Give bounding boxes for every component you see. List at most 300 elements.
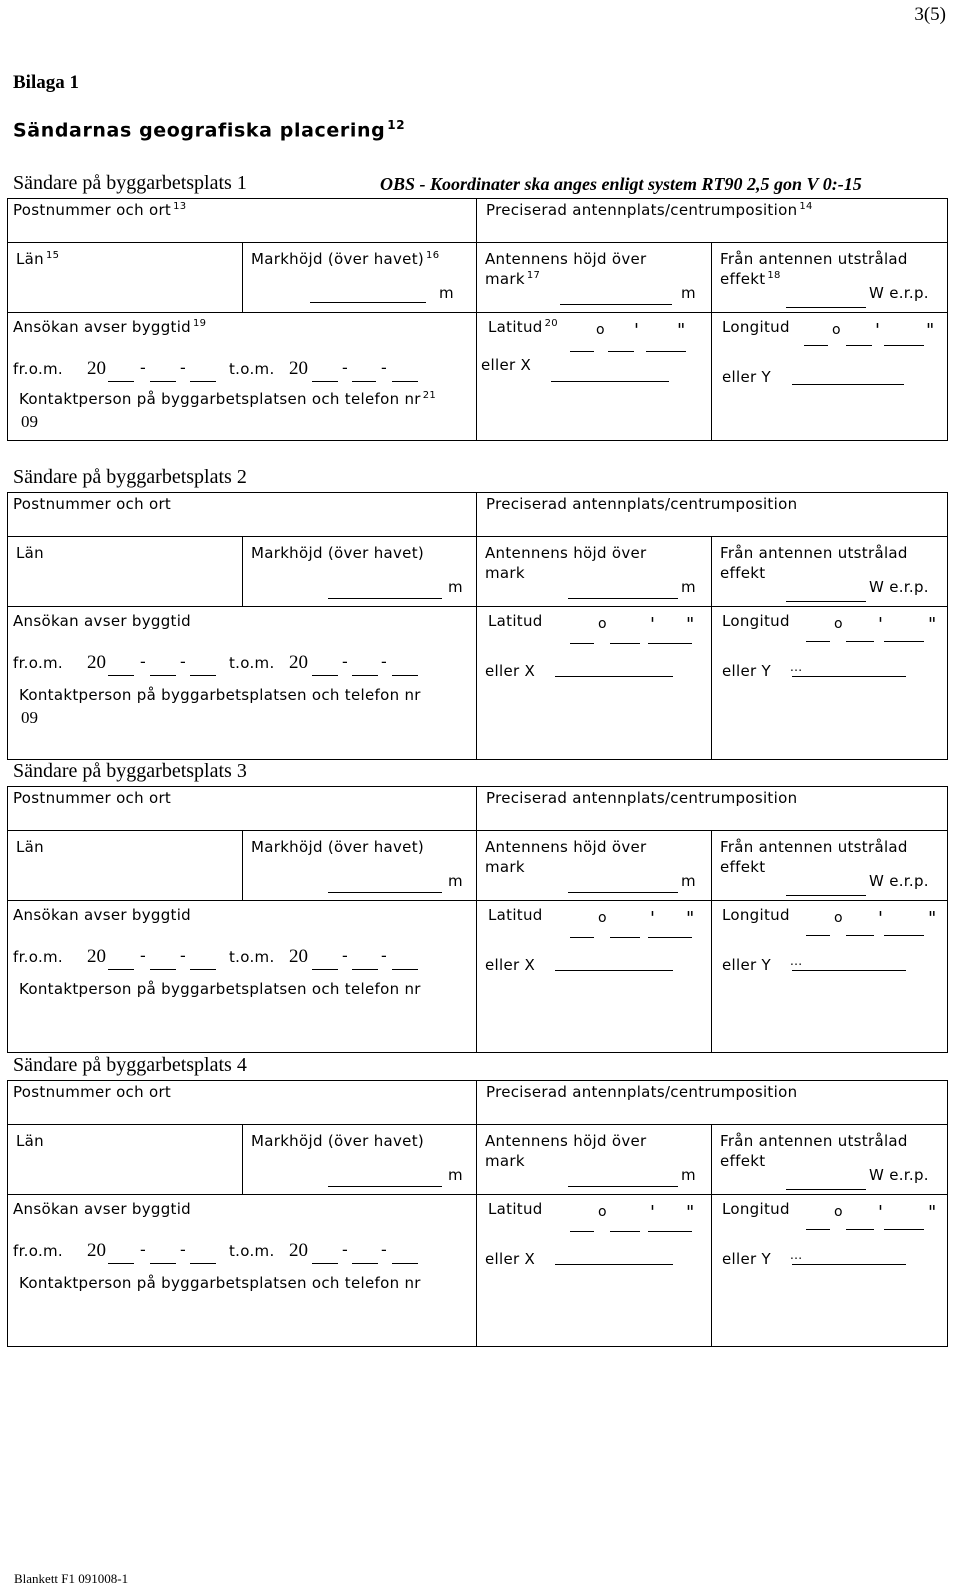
site-4-effekt-field[interactable] xyxy=(788,1170,864,1190)
site-1-tom-year-field[interactable] xyxy=(312,362,338,380)
site-1-effekt-unit: W e.r.p. xyxy=(869,284,929,302)
second-icon: " xyxy=(926,320,935,341)
site-1-antenn-unit: m xyxy=(681,284,696,302)
site-2-title: Sändare på byggarbetsplats 2 xyxy=(13,466,247,488)
site-2-coord-underline xyxy=(610,643,640,644)
site-4-date-underline xyxy=(352,1263,378,1264)
site-2-y-underline xyxy=(792,676,906,677)
site-1-eller-y-label: eller Y xyxy=(722,368,771,386)
site-3-coord-underline xyxy=(570,937,594,938)
site-4-date-underline xyxy=(190,1263,216,1264)
site-4-postnummer-label: Postnummer och ort xyxy=(13,1083,172,1101)
site-4-antenn-label-2: mark xyxy=(485,1152,525,1170)
site-1-date-underline xyxy=(108,381,134,382)
site-2-x-field[interactable] xyxy=(555,658,671,676)
site-1-dash: - xyxy=(381,358,387,378)
minute-icon: ' xyxy=(634,320,639,341)
site-2-longitud-label: Longitud xyxy=(722,612,790,630)
site-1-lat-deg-field[interactable] xyxy=(570,334,594,350)
site-3-markhojd-field[interactable] xyxy=(330,872,440,892)
site-3-longitud-label: Longitud xyxy=(722,906,790,924)
site-2-latitud-label: Latitud xyxy=(488,612,543,630)
site-4-y-ellipsis: ... xyxy=(790,1248,803,1262)
second-icon: " xyxy=(686,614,695,635)
site-3-latitud-label: Latitud xyxy=(488,906,543,924)
site-3-postnummer-label: Postnummer och ort xyxy=(13,789,172,807)
site-3-dash: - xyxy=(140,946,146,966)
site-1-markhojd-label: Markhöjd (över havet) $^{16}$ xyxy=(251,250,440,268)
site-1-y-underline xyxy=(792,384,904,385)
site-1-date-underline xyxy=(352,381,376,382)
site-4-preciserad-label: Preciserad antennplats/centrumposition xyxy=(486,1083,798,1101)
site-2-tom-day-field[interactable] xyxy=(392,656,418,674)
site-1-date-underline xyxy=(312,381,338,382)
site-1-longitud-label: Longitud xyxy=(722,318,790,336)
site-3-coord-underline xyxy=(846,935,874,936)
site-4-divider xyxy=(711,1124,712,1346)
site-4-lat-deg-field[interactable] xyxy=(570,1214,594,1230)
site-1-title: Sändare på byggarbetsplats 1 xyxy=(13,172,247,194)
site-4-x-underline xyxy=(555,1264,673,1265)
site-4-coord-underline xyxy=(846,1229,874,1230)
site-3-date-underline xyxy=(150,969,176,970)
site-3-x-field[interactable] xyxy=(555,952,671,970)
site-1-lon-sec-field[interactable] xyxy=(884,328,924,344)
site-4-from-day-field[interactable] xyxy=(190,1244,216,1262)
site-1-divider xyxy=(476,198,477,243)
site-3-coord-underline xyxy=(806,935,830,936)
site-1-postnummer-label: Postnummer och ort $^{13}$ xyxy=(13,201,187,219)
site-3-eller-x-label: eller X xyxy=(485,956,536,974)
site-2-preciserad-label: Preciserad antennplats/centrumposition xyxy=(486,495,798,513)
site-1-divider xyxy=(711,242,712,440)
site-1-phone-prefix: 09 xyxy=(21,412,38,431)
site-2-kontakt-field[interactable] xyxy=(44,710,464,728)
site-1-coord-underline xyxy=(884,345,924,346)
site-3-lat-deg-field[interactable] xyxy=(570,920,594,936)
site-4-tom-month-field[interactable] xyxy=(352,1244,378,1262)
site-3-y-field[interactable] xyxy=(792,952,904,970)
site-1-divider xyxy=(242,242,243,313)
site-2-dash: - xyxy=(381,652,387,672)
site-3-y-underline xyxy=(792,970,906,971)
site-1-date-underline xyxy=(190,381,216,382)
site-2-eller-x-label: eller X xyxy=(485,662,536,680)
site-3-coord-underline xyxy=(884,935,924,936)
site-1-from-year-prefix: 20 xyxy=(87,358,106,379)
site-1-eller-x-label: eller X xyxy=(481,356,532,374)
site-1-kontakt-label: Kontaktperson på byggarbetsplatsen och telefon nr $^{21}$ xyxy=(19,390,437,408)
site-1-markhojd-field[interactable] xyxy=(312,282,424,302)
site-2-coord-underline xyxy=(648,643,692,644)
site-2-date-underline xyxy=(150,675,176,676)
site-2-x-underline xyxy=(555,676,673,677)
site-1-lon-deg-field[interactable] xyxy=(804,328,828,344)
site-3-from-year-field[interactable] xyxy=(108,950,134,968)
site-4-eller-y-label: eller Y xyxy=(722,1250,771,1268)
site-3-effekt-field[interactable] xyxy=(788,876,864,896)
minute-icon: ' xyxy=(650,614,655,635)
site-2-antenn-field[interactable] xyxy=(570,578,676,598)
site-3-tom-day-field[interactable] xyxy=(392,950,418,968)
site-2-date-underline xyxy=(108,675,134,676)
site-3-tom-year-field[interactable] xyxy=(312,950,338,968)
site-4-ansokan-label: Ansökan avser byggtid xyxy=(13,1200,192,1218)
site-3-coord-underline xyxy=(610,937,640,938)
site-2-lat-min-field[interactable] xyxy=(610,626,640,642)
site-2-divider xyxy=(711,536,712,759)
site-2-date-underline xyxy=(392,675,418,676)
site-4-dash: - xyxy=(342,1240,348,1260)
site-4-divider xyxy=(242,1124,243,1194)
site-4-coord-underline xyxy=(884,1229,924,1230)
site-2-divider xyxy=(476,536,477,759)
site-3-x-underline xyxy=(555,970,673,971)
site-4-divider xyxy=(7,1194,948,1195)
site-4-lon-min-field[interactable] xyxy=(846,1212,874,1228)
site-2-lan-label: Län xyxy=(16,544,44,562)
site-4-longitud-label: Longitud xyxy=(722,1200,790,1218)
site-4-effekt-label: Från antennen utstrålad xyxy=(720,1132,908,1150)
appendix-title: Bilaga 1 xyxy=(13,72,79,93)
site-4-coord-underline xyxy=(648,1231,692,1232)
site-1-tom-month-field[interactable] xyxy=(352,362,376,380)
site-3-effekt-unit: W e.r.p. xyxy=(869,872,929,890)
site-2-divider xyxy=(7,536,948,537)
site-1-coord-underline xyxy=(608,351,634,352)
site-4-lon-deg-field[interactable] xyxy=(806,1212,830,1228)
site-3-divider xyxy=(7,830,948,831)
site-2-dash: - xyxy=(140,652,146,672)
site-1-ansokan-label: Ansökan avser byggtid $^{19}$ xyxy=(13,318,207,336)
site-1-dash: - xyxy=(342,358,348,378)
site-1-antenn-label-2: mark $^{17}$ xyxy=(485,270,541,288)
site-1-coord-underline xyxy=(804,345,828,346)
site-3-eller-y-label: eller Y xyxy=(722,956,771,974)
site-3-effekt-underline xyxy=(786,895,866,896)
site-1-effekt-label: Från antennen utstrålad xyxy=(720,250,908,268)
site-4-date-underline xyxy=(150,1263,176,1264)
site-1-from-day-field[interactable] xyxy=(190,362,216,380)
degree-icon: o xyxy=(832,322,841,338)
site-4-divider xyxy=(476,1080,477,1125)
site-1-dash: - xyxy=(140,358,146,378)
site-2-antenn-label-2: mark xyxy=(485,564,525,582)
site-4-tom-day-field[interactable] xyxy=(392,1244,418,1262)
site-3-markhojd-label: Markhöjd (över havet) xyxy=(251,838,425,856)
site-2-coord-underline xyxy=(806,641,830,642)
site-3-divider xyxy=(711,830,712,1052)
site-3-dash: - xyxy=(381,946,387,966)
site-3-markhojd-underline xyxy=(328,892,442,893)
second-icon: " xyxy=(686,1202,695,1223)
site-4-from-year-prefix: 20 xyxy=(87,1240,106,1261)
site-1-divider xyxy=(7,312,948,313)
site-4-title: Sändare på byggarbetsplats 4 xyxy=(13,1054,247,1076)
site-4-lat-sec-field[interactable] xyxy=(648,1214,692,1230)
site-2-ansokan-label: Ansökan avser byggtid xyxy=(13,612,192,630)
site-4-markhojd-unit: m xyxy=(448,1166,463,1184)
site-3-tom-month-field[interactable] xyxy=(352,950,378,968)
site-1-kontakt-field[interactable] xyxy=(44,414,464,432)
site-1-markhojd-underline xyxy=(310,302,426,303)
site-3-lan-field[interactable] xyxy=(16,863,236,885)
site-2-y-field[interactable] xyxy=(792,658,904,676)
site-4-coord-underline xyxy=(570,1231,594,1232)
site-1-coord-underline xyxy=(846,345,872,346)
site-2-date-underline xyxy=(352,675,378,676)
site-1-from-label: fr.o.m. xyxy=(13,360,64,378)
site-1-markhojd-unit: m xyxy=(439,284,454,302)
site-2-effekt-label: Från antennen utstrålad xyxy=(720,544,908,562)
site-2-from-year-prefix: 20 xyxy=(87,652,106,673)
page-number: 3(5) xyxy=(914,4,946,25)
site-3-from-label: fr.o.m. xyxy=(13,948,64,966)
site-1-divider xyxy=(7,242,948,243)
main-heading-text: Sändarnas geografiska placering xyxy=(13,119,386,142)
site-2-from-year-field[interactable] xyxy=(108,656,134,674)
site-3-antenn-unit: m xyxy=(681,872,696,890)
site-3-lon-sec-field[interactable] xyxy=(884,918,924,934)
site-3-date-underline xyxy=(108,969,134,970)
site-3-dash: - xyxy=(342,946,348,966)
main-heading xyxy=(13,118,405,141)
site-4-date-underline xyxy=(108,1263,134,1264)
second-icon: " xyxy=(928,908,937,929)
site-1-lat-min-field[interactable] xyxy=(608,334,634,350)
site-2-markhojd-underline xyxy=(328,598,442,599)
site-1-tom-day-field[interactable] xyxy=(392,362,418,380)
site-2-tom-month-field[interactable] xyxy=(352,656,378,674)
site-3-from-day-field[interactable] xyxy=(190,950,216,968)
second-icon: " xyxy=(686,908,695,929)
site-4-tom-year-field[interactable] xyxy=(312,1244,338,1262)
site-3-date-underline xyxy=(392,969,418,970)
site-2-date-underline xyxy=(312,675,338,676)
site-4-divider xyxy=(7,1124,948,1125)
site-4-lon-sec-field[interactable] xyxy=(884,1212,924,1228)
site-3-tom-label: t.o.m. xyxy=(229,948,275,966)
site-3-antenn-label: Antennens höjd över xyxy=(485,838,647,856)
site-4-markhojd-field[interactable] xyxy=(330,1166,440,1186)
site-3-kontakt-label: Kontaktperson på byggarbetsplatsen och telefon nr xyxy=(19,980,421,998)
site-2-markhojd-label: Markhöjd (över havet) xyxy=(251,544,425,562)
site-4-antenn-field[interactable] xyxy=(570,1166,676,1186)
site-1-tom-label: t.o.m. xyxy=(229,360,275,378)
site-4-dash: - xyxy=(381,1240,387,1260)
site-2-from-month-field[interactable] xyxy=(150,656,176,674)
minute-icon: ' xyxy=(878,614,883,635)
site-2-coord-underline xyxy=(846,641,874,642)
degree-icon: o xyxy=(598,616,607,632)
site-2-markhojd-unit: m xyxy=(448,578,463,596)
site-2-effekt-label-2: effekt xyxy=(720,564,766,582)
site-1-tom-year-prefix: 20 xyxy=(289,358,308,379)
site-4-dash: - xyxy=(180,1240,186,1260)
site-4-coord-underline xyxy=(610,1231,640,1232)
site-3-dash: - xyxy=(180,946,186,966)
site-4-date-underline xyxy=(392,1263,418,1264)
site-2-lan-field[interactable] xyxy=(16,569,236,591)
site-4-from-year-field[interactable] xyxy=(108,1244,134,1262)
site-2-coord-underline xyxy=(570,643,594,644)
site-1-coord-underline xyxy=(570,351,594,352)
site-3-tom-year-prefix: 20 xyxy=(289,946,308,967)
site-4-y-underline xyxy=(792,1264,906,1265)
site-3-preciserad-label: Preciserad antennplats/centrumposition xyxy=(486,789,798,807)
site-3-date-underline xyxy=(352,969,378,970)
site-2-phone-prefix: 09 xyxy=(21,708,38,727)
site-1-lat-sec-field[interactable] xyxy=(646,334,686,350)
site-1-divider xyxy=(476,242,477,440)
site-4-y-field[interactable] xyxy=(792,1246,904,1264)
site-2-antenn-label: Antennens höjd över xyxy=(485,544,647,562)
site-4-latitud-label: Latitud xyxy=(488,1200,543,1218)
site-1-effekt-field[interactable] xyxy=(788,288,864,308)
site-2-effekt-unit: W e.r.p. xyxy=(869,578,929,596)
minute-icon: ' xyxy=(650,1202,655,1223)
site-2-dash: - xyxy=(180,652,186,672)
site-3-date-underline xyxy=(190,969,216,970)
site-3-divider xyxy=(476,786,477,831)
site-4-coord-underline xyxy=(806,1229,830,1230)
site-1-latitud-label: Latitud $^{20}$ xyxy=(488,318,558,336)
site-4-lat-min-field[interactable] xyxy=(610,1214,640,1230)
site-3-date-underline xyxy=(312,969,338,970)
degree-icon: o xyxy=(834,616,843,632)
site-2-antenn-unit: m xyxy=(681,578,696,596)
site-4-x-field[interactable] xyxy=(555,1246,671,1264)
degree-icon: o xyxy=(598,910,607,926)
site-3-title: Sändare på byggarbetsplats 3 xyxy=(13,760,247,782)
site-1-antenn-label: Antennens höjd över xyxy=(485,250,647,268)
site-4-divider xyxy=(476,1124,477,1346)
site-1-antenn-underline xyxy=(560,304,672,305)
site-2-divider xyxy=(7,606,948,607)
site-4-effekt-underline xyxy=(786,1189,866,1190)
site-1-lan-label: Län $^{15}$ xyxy=(16,250,60,268)
footer-form-id: Blankett F1 091008-1 xyxy=(14,1571,129,1586)
site-1-x-underline xyxy=(551,381,669,382)
site-3-lat-min-field[interactable] xyxy=(610,920,640,936)
site-3-divider xyxy=(476,830,477,1052)
site-2-postnummer-label: Postnummer och ort xyxy=(13,495,172,513)
site-2-divider xyxy=(242,536,243,606)
site-2-lon-deg-field[interactable] xyxy=(806,624,830,640)
site-1-x-field[interactable] xyxy=(551,362,667,380)
second-icon: " xyxy=(928,1202,937,1223)
site-2-dash: - xyxy=(342,652,348,672)
site-3-lon-min-field[interactable] xyxy=(846,918,874,934)
minute-icon: ' xyxy=(875,320,880,341)
site-3-lon-deg-field[interactable] xyxy=(806,918,830,934)
site-4-antenn-label: Antennens höjd över xyxy=(485,1132,647,1150)
site-2-lon-min-field[interactable] xyxy=(846,624,874,640)
site-1-preciserad-label: Preciserad antennplats/centrumposition $^{14}$ xyxy=(486,201,813,219)
site-1-from-month-field[interactable] xyxy=(150,362,176,380)
site-2-coord-underline xyxy=(884,641,924,642)
site-3-ansokan-label: Ansökan avser byggtid xyxy=(13,906,192,924)
site-3-from-year-prefix: 20 xyxy=(87,946,106,967)
minute-icon: ' xyxy=(878,908,883,929)
site-2-effekt-field[interactable] xyxy=(788,582,864,602)
site-1-effekt-underline xyxy=(786,307,866,308)
second-icon: " xyxy=(928,614,937,635)
site-3-antenn-field[interactable] xyxy=(570,872,676,892)
site-1-dash: - xyxy=(180,358,186,378)
site-3-from-month-field[interactable] xyxy=(150,950,176,968)
site-1-date-underline xyxy=(392,381,418,382)
site-3-lan-label: Län xyxy=(16,838,44,856)
obs-note: OBS - Koordinater ska anges enligt system RT90 2,5 gon V 0:-15 xyxy=(380,174,862,194)
site-2-y-ellipsis: ... xyxy=(790,660,803,674)
site-3-kontakt-field[interactable] xyxy=(44,1004,464,1022)
site-3-lat-sec-field[interactable] xyxy=(648,920,692,936)
site-4-from-month-field[interactable] xyxy=(150,1244,176,1262)
site-2-from-day-field[interactable] xyxy=(190,656,216,674)
site-1-from-year-field[interactable] xyxy=(108,362,134,380)
site-2-tom-year-prefix: 20 xyxy=(289,652,308,673)
site-4-dash: - xyxy=(140,1240,146,1260)
site-4-eller-x-label: eller X xyxy=(485,1250,536,1268)
site-4-from-label: fr.o.m. xyxy=(13,1242,64,1260)
site-4-kontakt-field[interactable] xyxy=(44,1298,464,1316)
site-3-coord-underline xyxy=(648,937,692,938)
site-3-antenn-underline xyxy=(568,892,678,893)
site-1-date-underline xyxy=(150,381,176,382)
site-4-kontakt-label: Kontaktperson på byggarbetsplatsen och telefon nr xyxy=(19,1274,421,1292)
site-2-lat-deg-field[interactable] xyxy=(570,626,594,642)
site-4-lan-label: Län xyxy=(16,1132,44,1150)
site-2-kontakt-label: Kontaktperson på byggarbetsplatsen och telefon nr xyxy=(19,686,421,704)
site-3-divider xyxy=(242,830,243,900)
site-1-lon-min-field[interactable] xyxy=(846,328,872,344)
site-4-effekt-unit: W e.r.p. xyxy=(869,1166,929,1184)
site-2-markhojd-field[interactable] xyxy=(330,578,440,598)
site-2-lon-sec-field[interactable] xyxy=(884,624,924,640)
site-2-divider xyxy=(476,492,477,537)
site-4-date-underline xyxy=(312,1263,338,1264)
site-4-antenn-underline xyxy=(568,1186,678,1187)
site-4-tom-label: t.o.m. xyxy=(229,1242,275,1260)
site-3-divider xyxy=(7,900,948,901)
site-1-antenn-field[interactable] xyxy=(562,284,670,304)
site-1-effekt-label-2: effekt $^{18}$ xyxy=(720,270,781,288)
site-3-effekt-label: Från antennen utstrålad xyxy=(720,838,908,856)
site-2-antenn-underline xyxy=(568,598,678,599)
site-3-y-ellipsis: ... xyxy=(790,954,803,968)
site-1-coord-underline xyxy=(646,351,686,352)
site-1-lan-field[interactable] xyxy=(16,275,236,297)
site-1-y-field[interactable] xyxy=(792,366,902,384)
site-2-tom-year-field[interactable] xyxy=(312,656,338,674)
site-4-lan-field[interactable] xyxy=(16,1157,236,1179)
site-2-eller-y-label: eller Y xyxy=(722,662,771,680)
site-2-lat-sec-field[interactable] xyxy=(648,626,692,642)
site-4-tom-year-prefix: 20 xyxy=(289,1240,308,1261)
site-2-from-label: fr.o.m. xyxy=(13,654,64,672)
minute-icon: ' xyxy=(650,908,655,929)
main-heading-note: 12 xyxy=(387,118,406,132)
minute-icon: ' xyxy=(878,1202,883,1223)
degree-icon: o xyxy=(834,910,843,926)
site-3-effekt-label-2: effekt xyxy=(720,858,766,876)
site-2-date-underline xyxy=(190,675,216,676)
site-4-markhojd-underline xyxy=(328,1186,442,1187)
degree-icon: o xyxy=(598,1204,607,1220)
site-3-markhojd-unit: m xyxy=(448,872,463,890)
site-4-effekt-label-2: effekt xyxy=(720,1152,766,1170)
